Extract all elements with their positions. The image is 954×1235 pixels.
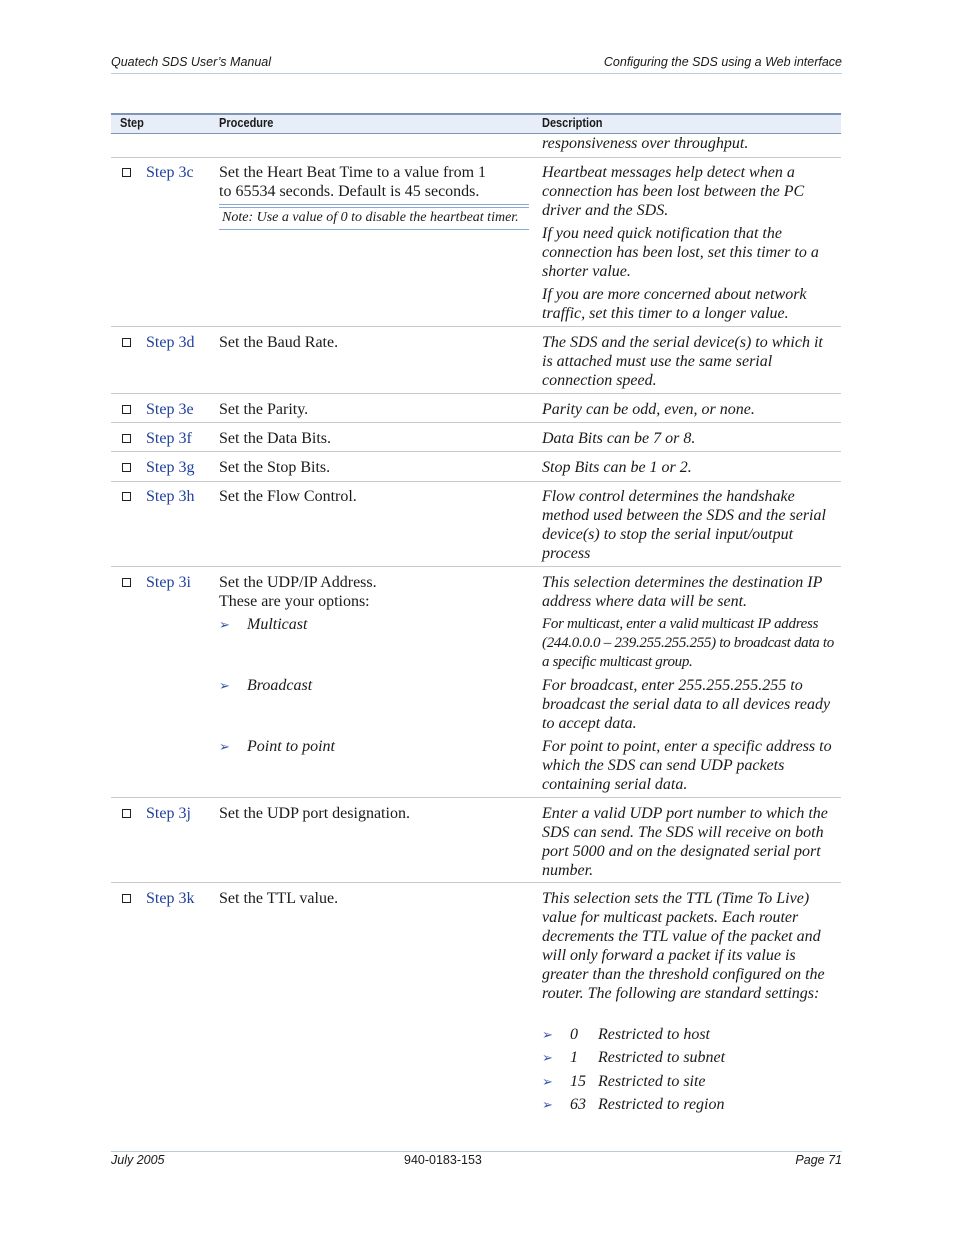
procedure-text: Set the Data Bits. xyxy=(219,430,331,447)
step-label: Step 3c xyxy=(146,164,194,181)
step-label: Step 3d xyxy=(146,334,195,351)
row-divider xyxy=(111,481,841,482)
running-header xyxy=(111,53,842,74)
step-label: Step 3f xyxy=(146,430,192,447)
checkbox-icon[interactable] xyxy=(122,168,131,177)
row-divider xyxy=(111,882,841,883)
step-label: Step 3j xyxy=(146,805,191,822)
description-text: If you are more concerned about network traffic, set this timer to a longer value. xyxy=(542,286,807,322)
column-header-procedure: Procedure xyxy=(219,116,274,130)
description-text: Flow control determines the handshake method used between the SDS and the serial device(s) to stop the serial input/output process xyxy=(542,488,826,562)
footer-page-number: Page 71 xyxy=(795,1153,842,1167)
continued-description: responsiveness over throughput. xyxy=(542,135,749,152)
option-label: Broadcast xyxy=(247,677,313,694)
ttl-label: Restricted to site xyxy=(598,1073,706,1090)
option-description: For broadcast, enter 255.255.255.255 to broadcast the serial data to all devices ready to accept data. xyxy=(542,677,831,732)
checkbox-icon[interactable] xyxy=(122,434,131,443)
description-text: Enter a valid UDP port number to which the SDS can send. The SDS will receive on both port 5000 and on the designated serial port number. xyxy=(542,805,828,879)
procedure-text: Set the UDP port designation. xyxy=(219,805,410,822)
description-text: Parity can be odd, even, or none. xyxy=(542,401,755,418)
arrow-bullet-icon: ➢ xyxy=(219,740,230,755)
column-header-description: Description xyxy=(542,116,603,130)
ttl-value: 63 xyxy=(570,1096,586,1113)
ttl-label: Restricted to subnet xyxy=(598,1049,726,1066)
table-header xyxy=(111,113,841,134)
procedure-text-line: Set the Heart Beat Time to a value from 1 xyxy=(219,164,487,181)
row-divider xyxy=(111,451,841,452)
row-divider xyxy=(111,326,841,327)
procedure-text-line: These are your options: xyxy=(219,593,370,610)
procedure-text: Set the Baud Rate. xyxy=(219,334,339,351)
description-text: If you need quick notification that the connection has been lost, set this timer to a shorter value. xyxy=(542,225,819,280)
procedure-text-line: Set the UDP/IP Address. xyxy=(219,574,377,591)
step-label: Step 3e xyxy=(146,401,194,418)
description-text: Data Bits can be 7 or 8. xyxy=(542,430,696,447)
procedure-text-line: to 65534 seconds. Default is 45 seconds. xyxy=(219,183,480,200)
arrow-bullet-icon: ➢ xyxy=(219,618,230,633)
arrow-bullet-icon: ➢ xyxy=(542,1098,553,1113)
row-divider xyxy=(111,422,841,423)
column-header-step: Step xyxy=(120,116,144,130)
ttl-label: Restricted to host xyxy=(598,1026,710,1043)
checkbox-icon[interactable] xyxy=(122,492,131,501)
description-text: This selection sets the TTL (Time To Live) value for multicast packets. Each router decrements the TTL value of the packet and will only forward a packet if its value is greater than the threshold configured on the router. The following are standard settings: xyxy=(542,890,825,1002)
procedure-text: Set the Flow Control. xyxy=(219,488,357,505)
procedure-text: Set the Parity. xyxy=(219,401,309,418)
ttl-value: 0 xyxy=(570,1026,578,1043)
footer-date: July 2005 xyxy=(111,1153,165,1167)
checkbox-icon[interactable] xyxy=(122,894,131,903)
checkbox-icon[interactable] xyxy=(122,578,131,587)
arrow-bullet-icon: ➢ xyxy=(219,679,230,694)
step-label: Step 3h xyxy=(146,488,195,505)
option-label: Point to point xyxy=(247,738,335,755)
option-label: Multicast xyxy=(247,616,308,633)
section-title: Configuring the SDS using a Web interface xyxy=(603,55,842,69)
note-box: Note: Use a value of 0 to disable the heartbeat timer. xyxy=(219,204,529,230)
manual-title: Quatech SDS User’s Manual xyxy=(111,55,272,69)
arrow-bullet-icon: ➢ xyxy=(542,1051,553,1066)
procedure-text: Set the TTL value. xyxy=(219,890,339,907)
description-text: Heartbeat messages help detect when a connection has been lost between the PC driver and the SDS. xyxy=(542,164,805,219)
step-label: Step 3i xyxy=(146,574,191,591)
procedure-text: Set the Stop Bits. xyxy=(219,459,331,476)
option-description: For point to point, enter a specific address to which the SDS can send UDP packets containing serial data. xyxy=(542,738,832,793)
arrow-bullet-icon: ➢ xyxy=(542,1075,553,1090)
row-divider xyxy=(111,566,841,567)
row-divider xyxy=(111,797,841,798)
description-text: Stop Bits can be 1 or 2. xyxy=(542,459,692,476)
running-footer xyxy=(111,1151,842,1172)
ttl-value: 15 xyxy=(570,1073,586,1090)
step-label: Step 3k xyxy=(146,890,195,907)
arrow-bullet-icon: ➢ xyxy=(542,1028,553,1043)
checkbox-icon[interactable] xyxy=(122,809,131,818)
footer-doc-number: 940-0183-153 xyxy=(404,1153,482,1167)
ttl-value: 1 xyxy=(570,1049,578,1066)
description-text: This selection determines the destination IP address where data will be sent. xyxy=(542,574,823,610)
option-description: For multicast, enter a valid multicast IP address (244.0.0.0 – 239.255.255.255) to broadcast data to a specific multicast group. xyxy=(542,616,834,670)
checkbox-icon[interactable] xyxy=(122,338,131,347)
ttl-label: Restricted to region xyxy=(598,1096,725,1113)
row-divider xyxy=(111,157,841,158)
description-text: The SDS and the serial device(s) to which it is attached must use the same serial connection speed. xyxy=(542,334,823,389)
checkbox-icon[interactable] xyxy=(122,405,131,414)
step-label: Step 3g xyxy=(146,459,195,476)
checkbox-icon[interactable] xyxy=(122,463,131,472)
row-divider xyxy=(111,393,841,394)
